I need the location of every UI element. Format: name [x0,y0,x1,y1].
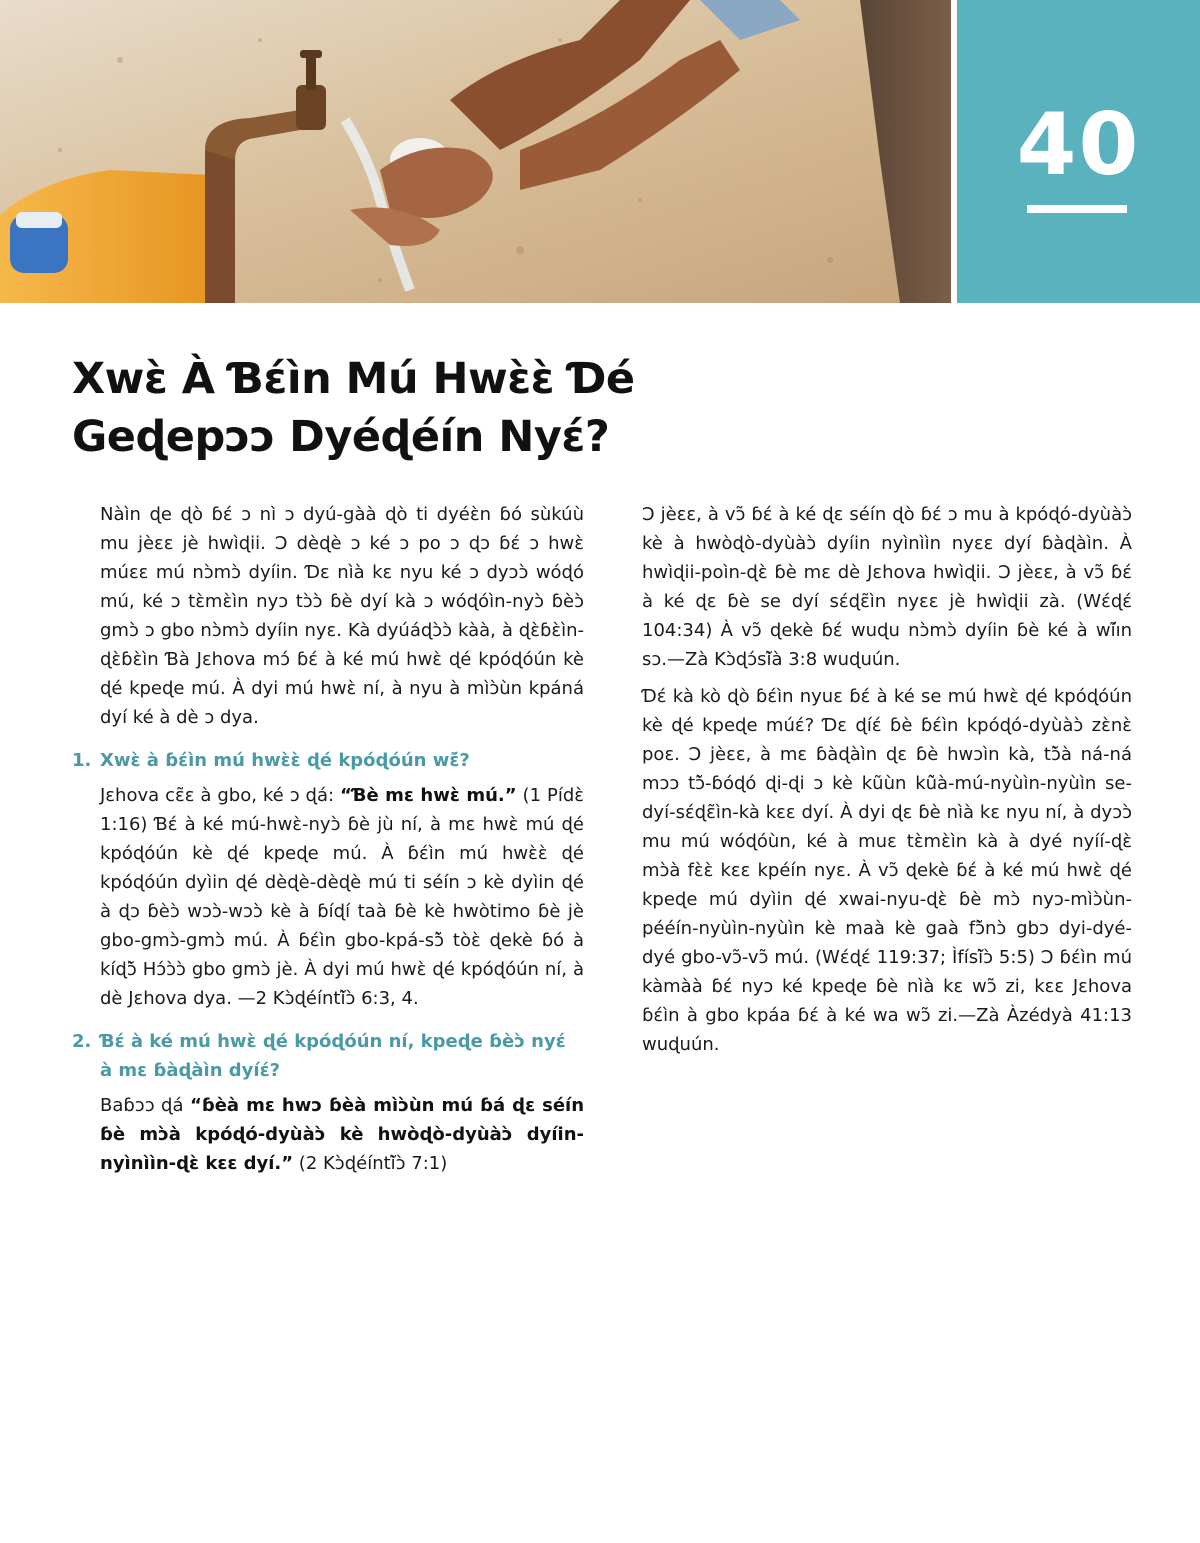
answer-1-start: Jɛhova cɛ̃ɛ à gbo, ké ɔ ɖá: [100,785,341,806]
hero-photo [0,0,951,303]
answer-2-paragraph [72,1091,584,1178]
answer-1-paragraph [72,781,584,1013]
hero-illustration [0,0,951,303]
answer-2-start: Baɓɔɔ ɖá [100,1095,190,1116]
question-1-text: Xwɛ̀ à ɓɛ́ìn mú hwɛ̀ɛ̀ ɖé kpóɖóún wɛ̃́? [100,750,470,771]
lesson-number-box [957,0,1200,303]
lesson-number: 40 [1016,95,1141,195]
right-paragraph-2: Ɗɛ́ kà kò ɖò ɓɛ́ìn nyuɛ ɓɛ́ à ké se mú hwɛ̀ ɖé kpóɖóún kè ɖé kpeɖe múɛ́? Ɗɛ ɖíɛ́ ɓè ɓɛ́ìn kpóɖó-dyùàɔ̀ zɛ̀nɛ̀ poɛ. Ɔ jèɛɛ, à mɛ ɓàɖàìn ɖɛ ɓè hwɔìn kà, tɔ̃̀à ná-ná mɔɔ tɔ̃̀-ɓóɖó ɖi-ɖi ɔ kè kũùn kũ̀à-mú-nyùìn-nyùìn se-dyí-sɛ́ɖɛ̃ìn-kà kɛɛ dyí. À dyi ɖɛ ɓè nìà kɛ nyu ní, à dyɔɔ̀ mu mú wóɖóùn, ké à muɛ tɛ̀mɛ̀ìn kà à dyé nyíí-ɖɛ̀ mɔ̀à fɛ̀ɛ̀ kɛɛ kpéín nyɛ. À vɔ̃ ɖekè ɓɛ́ à ké mú hwɛ̀ ɖé kpeɖe mú dyìin ɖé xwai-nyu-ɖɛ̀ ɓè mɔ̀ nyɔ-mìɔ̀ùn-pééín-nyùìn-nyùìn kè maà kè gaà fɔ̃̀nɔ̀ gbɔ dyi-dyé-dyé gbo-vɔ̃-vɔ̃ mú. (Wɛ́ɖɛ́ 119:37; Ìfísı̃̀ɔ̀ 5:5) Ɔ ɓɛ́ìn mú kàmàà ɓɛ́ nyɔ ké kpeɖe ɓè nìà kɛ wɔ̃ zi, kɛɛ Jɛhova ɓɛ́ìn à gbo kpáa ɓɛ́ à ké wa wɔ̃ zi.—Zà Àzédyà 41:13 wuɖuún. [642,686,1132,1055]
question-2-text: Ɓɛ́ à ké mú hwɛ̀ ɖé kpóɖóún ní, kpeɖe ɓèɔ̀ nyɛ́ à mɛ ɓàɖàìn dyíɛ́? [100,1031,566,1081]
answer-1-rest: (1 Pídɛ̀ 1:16) Ɓɛ́ à ké mú-hwɛ̀-nyɔ̀ ɓè jù ní, à mɛ hwɛ̀ mú ɖé kpóɖóún kè ɖé kpeɖe mú. À ɓɛ́ìn mú hwɛ̀ɛ̀ ɖé kpóɖóún dyìin ɖé dèɖè-dèɖè mú ti séín ɔ kè dyìin ɖé à ɖɔ ɓèɔ̀ wɔɔ̀-wɔɔ̀ kè à ɓíɖí taà ɓè kè hwòtimo ɓè jè gbo-gmɔ̀-gmɔ̀ mú. À ɓɛ́ìn gbo-kpá-sɔ̃̀ tòɛ̀ ɖekè ɓó à kíɖɔ̃̀ Hɔ́ɔ̀ɔ̀ gbo gmɔ̀ jè. À dyi mú hwɛ̀ ɖé kpóɖóún ní, à dè Jɛhova dya. —2 Kɔ̀ɖéíntı̃̀ɔ̀ 6:3, 4. [100,785,584,1009]
question-2 [72,1027,584,1085]
lesson-number-underline [1027,205,1127,213]
answer-2-quote: “ɓèà mɛ hwɔ ɓèà mìɔ̀ùn mú ɓá ɖɛ séín ɓè mɔ̀à kpóɖó-dyùàɔ̀ kè hwòɖò-dyùàɔ̀ dyíin-nyìnììn-ɖɛ̀ kɛɛ dyí.” [100,1095,585,1174]
intro-paragraph: Nàìn ɖe ɖò ɓɛ́ ɔ nì ɔ dyú-gàà ɖò ti dyéɛ̀n ɓó sùkúù mu jèɛɛ jè hwìɖii. Ɔ dèɖè ɔ ké ɔ po ɔ ɖɔ ɓɛ́ ɔ hwɛ̀ múɛɛ mú nɔ̀mɔ̀ dyíin. Ɗɛ nìà kɛ nyu ké ɔ dyɔɔ̀ wóɖó mú, ké ɔ tɛ̀mɛ̀ìn nyɔ tɔ̀ɔ̀ ɓè dyí kà ɔ wóɖóìn-nyɔ̀ ɓèɔ̀ gmɔ̀ ɔ gbo nɔ̀mɔ̀ dyíin nyɛ. Kà dyúáɖɔ̀ɔ̀ kàà, à ɖɛ̀ɓɛ̀ìn-ɖɛ̀ɓɛ̀ìn Ɓà Jɛhova mɔ́ ɓɛ́ à ké mú hwɛ̀ ɖé kpóɖóún kè ɖé kpeɖe mú. À dyi mú hwɛ̀ ní, à nyu à mìɔ̀ùn kpáná dyí ké à dè ɔ dya. [100,504,584,728]
answer-1-quote: “Ɓè mɛ hwɛ̀ mú.” [340,785,517,806]
right-paragraph-1: Ɔ jèɛɛ, à vɔ̃ ɓɛ́ à ké ɖɛ séín ɖò ɓɛ́ ɔ mu à kpóɖó-dyùàɔ̀ kè à hwòɖò-dyùàɔ̀ dyíin nyìnììn nyɛɛ dyí ɓàɖàìn. À hwìɖii-poìn-ɖɛ̀ ɓè mɛ dè Jɛhova hwìɖii. Ɔ jèɛɛ, à vɔ̃ ɓɛ́ à ké ɖɛ ɓè se dyí sɛ́ɖɛ̃ìn nyɛɛ jè hwìɖii zà. (Wɛ́ɖɛ́ 104:34) À vɔ̃ ɖekè ɓɛ́ wuɖu nɔ̀mɔ̀ dyíin ɓè ké à wı̃́ın sɔ.—Zà Kɔ̀ɖɔ́sı̃̀à 3:8 wuɖuún. [642,504,1132,670]
question-2-number: 2. [72,1031,92,1052]
left-column [72,500,584,1186]
title-line-1: Xwɛ̀ À Ɓɛ́ìn Mú Hwɛ̀ɛ̀ Ɗé [72,354,635,404]
title-line-2: Geɖepɔɔ Dyéɖéín Nyɛ́? [72,412,610,462]
right-column [642,500,1132,1067]
question-1 [72,746,584,775]
page-title [72,350,892,466]
answer-2-rest: (2 Kɔ̀ɖéíntı̃̀ɔ̀ 7:1) [293,1153,448,1174]
question-1-number: 1. [72,750,92,771]
